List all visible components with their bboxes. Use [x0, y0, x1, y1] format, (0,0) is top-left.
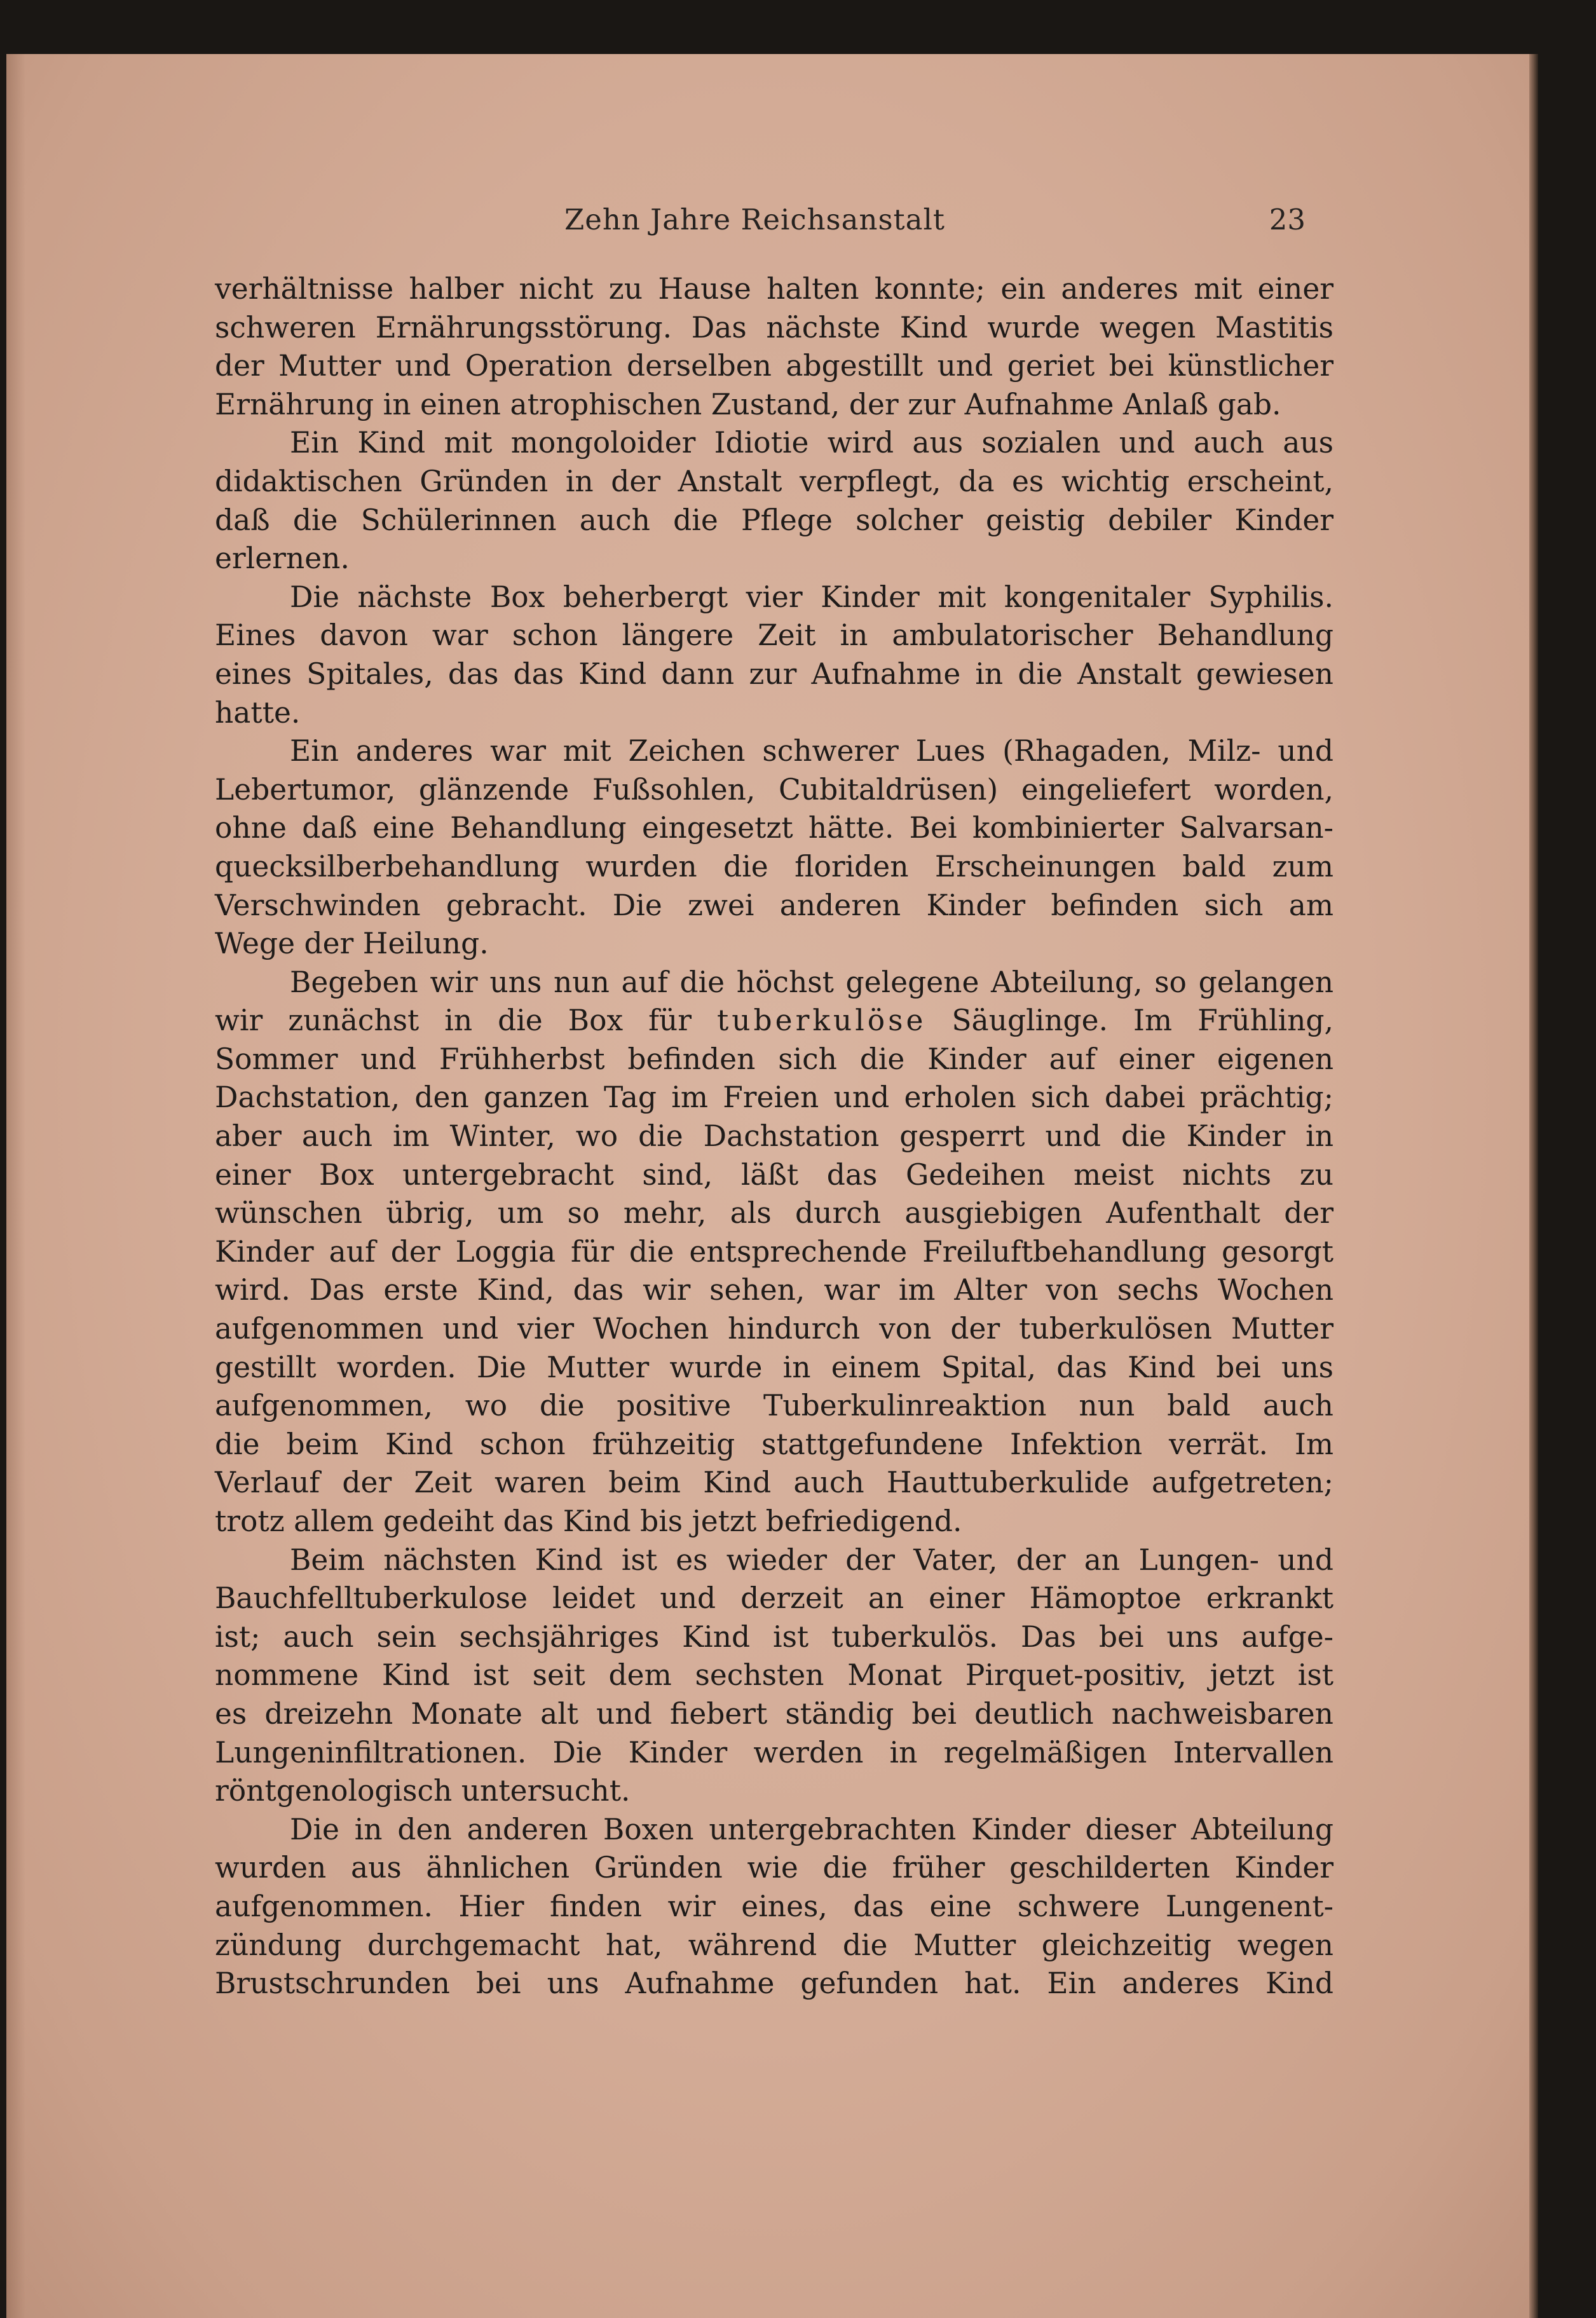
text-line: nommene Kind ist seit dem sechsten Monat Pirquet-positiv, jetzt ist: [215, 1658, 1333, 1693]
text-line: die beim Kind schon frühzeitig stattgefundene Infektion verrät. Im: [215, 1427, 1333, 1461]
text-line: Bauchfelltuberkulose leidet und derzeit an einer Hämoptoe erkrankt: [215, 1581, 1333, 1616]
text-line: eines Spitales, das das Kind dann zur Aufnahme in die Anstalt gewiesen: [215, 657, 1333, 691]
text-line: Eines davon war schon längere Zeit in ambulatorischer Behandlung: [215, 618, 1333, 653]
text-line: ist; auch sein sechsjähriges Kind ist tuberkulös. Das bei uns aufge-: [215, 1619, 1333, 1654]
text-line: wird. Das erste Kind, das wir sehen, war im Alter von sechs Wochen: [215, 1273, 1333, 1307]
running-header-title: Zehn Jahre Reichsanstalt: [564, 203, 945, 236]
text-line: aufgenommen und vier Wochen hindurch von der tuberkulösen Mutter: [215, 1312, 1333, 1346]
text-line: erlernen.: [215, 542, 350, 576]
text-line: Beim nächsten Kind ist es wieder der Vater, der an Lungen- und: [290, 1543, 1333, 1577]
body-text: [215, 270, 1333, 2003]
text-line: Wege der Heilung.: [215, 927, 489, 961]
text-line: verhältnisse halber nicht zu Hause halten konnte; ein anderes mit einer: [215, 272, 1333, 306]
text-line: ohne daß eine Behandlung eingesetzt hätte. Bei kombinierter Salvarsan-: [215, 811, 1333, 845]
book-page: [6, 54, 1538, 2318]
text-line: hatte.: [215, 695, 301, 730]
text-line: röntgenologisch untersucht.: [215, 1774, 631, 1808]
text-line: wir zunächst in die Box für tuberkulöse Säuglinge. Im Frühling,: [215, 1004, 1333, 1038]
text-line: Begeben wir uns nun auf die höchst gelegene Abteilung, so gelangen: [290, 965, 1333, 999]
page-edge: [1529, 54, 1538, 2318]
text-line: aufgenommen, wo die positive Tuberkulinreaktion nun bald auch: [215, 1389, 1333, 1423]
text-line: Verlauf der Zeit waren beim Kind auch Hauttuberkulide aufgetreten;: [215, 1466, 1333, 1500]
text-line: einer Box untergebracht sind, läßt das Gedeihen meist nichts zu: [215, 1157, 1333, 1192]
text-line: Ernährung in einen atrophischen Zustand, der zur Aufnahme Anlaß gab.: [215, 387, 1281, 421]
text-line: Lungeninfiltrationen. Die Kinder werden in regelmäßigen Intervallen: [215, 1735, 1333, 1769]
text-line: wurden aus ähnlichen Gründen wie die früher geschilderten Kinder: [215, 1851, 1333, 1885]
text-line: aufgenommen. Hier finden wir eines, das eine schwere Lungenent-: [215, 1889, 1333, 1923]
text-line: schweren Ernährungsstörung. Das nächste Kind wurde wegen Mastitis: [215, 310, 1333, 344]
text-line: aber auch im Winter, wo die Dachstation gesperrt und die Kinder in: [215, 1119, 1333, 1154]
text-line: trotz allem gedeiht das Kind bis jetzt befriedigend.: [215, 1504, 962, 1538]
text-line: gestillt worden. Die Mutter wurde in einem Spital, das Kind bei uns: [215, 1350, 1333, 1384]
text-line: Lebertumor, glänzende Fußsohlen, Cubitaldrüsen) eingeliefert worden,: [215, 772, 1333, 807]
text-line: wünschen übrig, um so mehr, als durch ausgiebigen Aufenthalt der: [215, 1196, 1333, 1231]
text-line: Verschwinden gebracht. Die zwei anderen Kinder befinden sich am: [215, 888, 1333, 922]
text-line: Ein anderes war mit Zeichen schwerer Lues (Rhagaden, Milz- und: [290, 734, 1333, 768]
text-line: Brustschrunden bei uns Aufnahme gefunden hat. Ein anderes Kind: [215, 1967, 1333, 2001]
text-line: Ein Kind mit mongoloider Idiotie wird aus sozialen und auch aus: [290, 426, 1333, 460]
text-line: es dreizehn Monate alt und fiebert ständig bei deutlich nachweisbaren: [215, 1696, 1333, 1731]
text-line: der Mutter und Operation derselben abgestillt und geriet bei künstlicher: [215, 349, 1333, 383]
emphasized-term: tuberkulöse: [716, 1004, 927, 1038]
text-line: Sommer und Frühherbst befinden sich die Kinder auf einer eigenen: [215, 1042, 1333, 1076]
page-number: 23: [1269, 203, 1306, 236]
page-gutter-shadow: [6, 54, 25, 2318]
text-line: Die nächste Box beherbergt vier Kinder mit kongenitaler Syphilis.: [290, 580, 1333, 614]
text-line: Dachstation, den ganzen Tag im Freien und erholen sich dabei prächtig;: [215, 1081, 1333, 1115]
text-line: didaktischen Gründen in der Anstalt verpflegt, da es wichtig erscheint,: [215, 464, 1333, 498]
text-line: zündung durchgemacht hat, während die Mutter gleichzeitig wegen: [215, 1928, 1333, 1962]
text-line: quecksilberbehandlung wurden die floriden Erscheinungen bald zum: [215, 849, 1333, 883]
running-header: [215, 203, 1306, 247]
text-line: Kinder auf der Loggia für die entsprechende Freiluftbehandlung gesorgt: [215, 1234, 1333, 1269]
text-line: Die in den anderen Boxen untergebrachten Kinder dieser Abteilung: [290, 1812, 1333, 1846]
text-line: daß die Schülerinnen auch die Pflege solcher geistig debiler Kinder: [215, 503, 1333, 537]
